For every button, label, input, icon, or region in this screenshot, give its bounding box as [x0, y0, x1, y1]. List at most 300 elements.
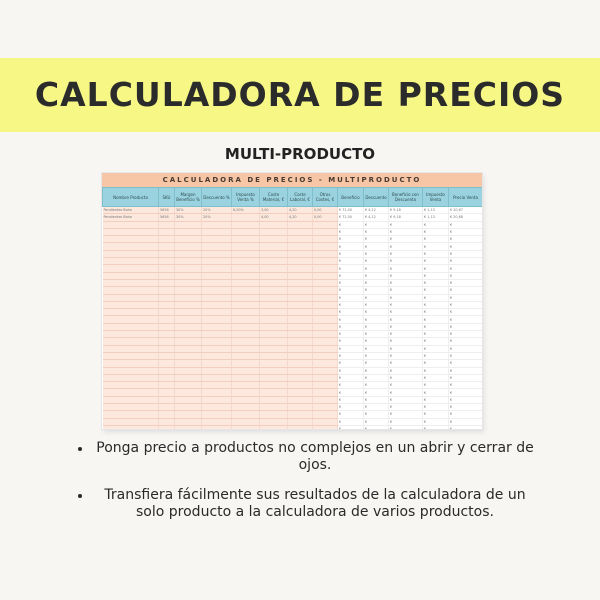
table-cell: € [338, 287, 364, 294]
table-cell [103, 236, 159, 243]
table-cell: € [338, 265, 364, 272]
table-cell [159, 411, 175, 418]
table-cell: € [389, 301, 423, 308]
table-cell: € [338, 411, 364, 418]
table-cell: € [449, 374, 483, 381]
table-cell: € [449, 396, 483, 403]
table-cell: € [449, 338, 483, 345]
table-cell [103, 331, 159, 338]
table-cell [313, 374, 338, 381]
table-cell [175, 404, 202, 411]
table-cell [313, 265, 338, 272]
table-cell [175, 425, 202, 430]
bullet-icon [78, 494, 82, 498]
table-cell: € [364, 338, 389, 345]
table-cell [202, 323, 232, 330]
table-cell [288, 338, 313, 345]
table-cell [202, 309, 232, 316]
table-cell [260, 236, 288, 243]
table-cell [232, 221, 260, 228]
table-cell: € [338, 316, 364, 323]
table-row [103, 389, 483, 396]
table-row [103, 396, 483, 403]
table-cell [232, 243, 260, 250]
page-subtitle: MULTI-PRODUCTO [224, 145, 376, 163]
table-row [103, 404, 483, 411]
table-cell [232, 404, 260, 411]
table-cell [103, 287, 159, 294]
table-cell: € [423, 258, 449, 265]
table-cell [232, 279, 260, 286]
table-cell: € [389, 411, 423, 418]
table-cell [232, 258, 260, 265]
table-cell [260, 294, 288, 301]
table-cell: € [338, 272, 364, 279]
table-cell [313, 309, 338, 316]
feature-text: Transfiera fácilmente sus resultados de la calculadora de un solo producto a la calculadora de varios productos. [104, 487, 526, 520]
table-cell [288, 411, 313, 418]
table-cell: € [364, 228, 389, 235]
table-cell: € [364, 272, 389, 279]
table-cell [175, 352, 202, 359]
column-header: Otros Costes, € [313, 188, 338, 207]
table-cell [288, 404, 313, 411]
table-cell [260, 265, 288, 272]
table-row [103, 411, 483, 418]
table-cell: € [423, 323, 449, 330]
table-cell: € [423, 425, 449, 430]
table-cell: € 4,12 [364, 207, 389, 214]
table-cell: € [389, 258, 423, 265]
table-row [103, 316, 483, 323]
table-cell: € [364, 279, 389, 286]
column-header: Margen Beneficio % [175, 188, 202, 207]
table-cell [159, 279, 175, 286]
table-cell: € [449, 389, 483, 396]
table-cell [202, 418, 232, 425]
table-cell [232, 382, 260, 389]
table-cell [103, 338, 159, 345]
table-cell [288, 389, 313, 396]
table-cell [159, 301, 175, 308]
table-cell: € [389, 382, 423, 389]
table-cell: € [449, 294, 483, 301]
table-cell: € [389, 345, 423, 352]
table-cell [313, 411, 338, 418]
table-cell: € [449, 279, 483, 286]
table-cell: € [449, 316, 483, 323]
table-cell [159, 367, 175, 374]
table-cell [159, 382, 175, 389]
table-cell [260, 425, 288, 430]
table-cell: € [364, 404, 389, 411]
table-cell [313, 331, 338, 338]
table-cell [175, 287, 202, 294]
table-cell [159, 389, 175, 396]
table-cell: € [364, 323, 389, 330]
feature-text: Ponga precio a productos no complejos en un abrir y cerrar de ojos. [96, 440, 534, 473]
table-cell [103, 265, 159, 272]
table-cell [260, 243, 288, 250]
table-cell [159, 258, 175, 265]
table-cell: € 1,13 [423, 214, 449, 221]
table-cell [159, 236, 175, 243]
table-cell [288, 352, 313, 359]
table-cell [232, 389, 260, 396]
table-cell: € [338, 331, 364, 338]
table-cell: € [423, 301, 449, 308]
table-cell [313, 294, 338, 301]
table-cell [202, 236, 232, 243]
table-cell [232, 360, 260, 367]
table-cell: € [364, 345, 389, 352]
title-banner [0, 58, 600, 132]
table-cell [159, 250, 175, 257]
table-cell: € [338, 418, 364, 425]
table-cell: € [389, 265, 423, 272]
table-cell [175, 301, 202, 308]
table-cell [232, 236, 260, 243]
table-cell: € 9,18 [389, 207, 423, 214]
column-header: Descuento [364, 188, 389, 207]
table-cell [313, 418, 338, 425]
table-cell [159, 345, 175, 352]
table-cell [313, 243, 338, 250]
table-cell: € [449, 411, 483, 418]
table-cell [288, 418, 313, 425]
table-cell [313, 221, 338, 228]
table-cell: € [338, 301, 364, 308]
table-cell: € [449, 425, 483, 430]
table-cell [260, 411, 288, 418]
table-cell [232, 331, 260, 338]
table-cell: € [423, 345, 449, 352]
table-cell: € [364, 418, 389, 425]
table-cell [313, 250, 338, 257]
table-cell [159, 243, 175, 250]
table-cell: € [449, 221, 483, 228]
table-cell: € [423, 367, 449, 374]
table-cell [103, 323, 159, 330]
table-cell [175, 331, 202, 338]
table-cell: € [389, 272, 423, 279]
table-row [103, 374, 483, 381]
table-cell [202, 404, 232, 411]
table-cell [175, 360, 202, 367]
table-cell: € [423, 236, 449, 243]
table-cell [159, 323, 175, 330]
table-cell [103, 374, 159, 381]
table-cell [159, 331, 175, 338]
table-cell: € [389, 352, 423, 359]
table-cell: € 20,68 [449, 214, 483, 221]
table-cell [202, 382, 232, 389]
table-cell [260, 396, 288, 403]
table-cell: € [389, 323, 423, 330]
table-cell [175, 265, 202, 272]
table-cell [288, 345, 313, 352]
table-cell: € [423, 294, 449, 301]
table-cell: € [338, 309, 364, 316]
table-cell: € [364, 411, 389, 418]
table-cell: € [449, 243, 483, 250]
table-cell: € [338, 345, 364, 352]
page-title: CALCULADORA DE PRECIOS [34, 75, 566, 114]
table-cell [175, 309, 202, 316]
table-cell [159, 309, 175, 316]
table-cell: € [389, 279, 423, 286]
table-cell: Pendientes Boho [103, 207, 159, 214]
table-row [103, 382, 483, 389]
table-cell: € [338, 243, 364, 250]
table-cell [175, 279, 202, 286]
table-cell: € 72,00 [338, 207, 364, 214]
table-cell: € [364, 265, 389, 272]
table-cell: 4,20 [288, 214, 313, 221]
table-cell [103, 352, 159, 359]
table-cell: € [389, 418, 423, 425]
table-cell [232, 301, 260, 308]
column-header: Precio Venta [449, 188, 483, 207]
table-cell: 4,00 [260, 214, 288, 221]
table-cell: € [423, 265, 449, 272]
table-cell: € [449, 404, 483, 411]
table-cell: € 20,67 [449, 207, 483, 214]
table-cell [175, 250, 202, 257]
table-row [103, 418, 483, 425]
table-cell: 3,00 [260, 207, 288, 214]
table-cell: € [389, 374, 423, 381]
bullet-icon [78, 447, 82, 451]
table-cell [313, 404, 338, 411]
table-cell: € [423, 338, 449, 345]
table-cell: € [364, 221, 389, 228]
table-cell: € [364, 250, 389, 257]
table-cell: € [423, 389, 449, 396]
table-cell [103, 301, 159, 308]
table-cell: 5656 [159, 214, 175, 221]
table-cell [288, 301, 313, 308]
table-cell [232, 411, 260, 418]
table-cell: € [338, 425, 364, 430]
table-cell: € [338, 258, 364, 265]
table-cell: € [389, 228, 423, 235]
table-cell [232, 345, 260, 352]
table-cell [232, 425, 260, 430]
table-cell [202, 258, 232, 265]
table-row [103, 323, 483, 330]
table-cell [103, 221, 159, 228]
table-cell [313, 338, 338, 345]
table-cell: 30% [175, 207, 202, 214]
column-header: Coste Laboral, € [288, 188, 313, 207]
table-cell [202, 228, 232, 235]
table-cell [175, 228, 202, 235]
table-cell [260, 338, 288, 345]
table-cell [313, 367, 338, 374]
table-cell: € [449, 418, 483, 425]
table-row [103, 367, 483, 374]
table-cell [313, 382, 338, 389]
table-cell [175, 258, 202, 265]
table-cell [288, 228, 313, 235]
table-cell: € [338, 279, 364, 286]
table-cell [232, 352, 260, 359]
table-cell [175, 221, 202, 228]
table-cell [202, 345, 232, 352]
table-cell [288, 258, 313, 265]
table-cell [260, 221, 288, 228]
table-cell [103, 418, 159, 425]
table-cell: € [449, 382, 483, 389]
table-cell [175, 243, 202, 250]
table-cell: € [364, 360, 389, 367]
table-cell [313, 228, 338, 235]
table-cell [175, 418, 202, 425]
table-cell [202, 272, 232, 279]
table-cell: € [423, 418, 449, 425]
table-cell [260, 389, 288, 396]
table-cell [175, 272, 202, 279]
table-cell: 20% [202, 207, 232, 214]
table-cell [103, 243, 159, 250]
table-cell [175, 396, 202, 403]
table-cell [103, 389, 159, 396]
table-cell [103, 258, 159, 265]
sheet-title: CALCULADORA DE PRECIOS - MULTIPRODUCTO [102, 173, 482, 187]
table-cell: € [423, 279, 449, 286]
table-cell [103, 316, 159, 323]
table-cell [232, 418, 260, 425]
table-cell [232, 250, 260, 257]
table-cell: Pendientes Boho [103, 214, 159, 221]
table-cell: € [364, 382, 389, 389]
table-row [103, 345, 483, 352]
table-cell: € [364, 236, 389, 243]
table-cell: € [338, 228, 364, 235]
column-header: Coste Material, € [260, 188, 288, 207]
table-cell: € 72,00 [338, 214, 364, 221]
table-cell [260, 352, 288, 359]
column-header: Impuesto Venta % [232, 188, 260, 207]
table-cell [288, 382, 313, 389]
table-cell [232, 228, 260, 235]
table-cell [175, 367, 202, 374]
table-cell [260, 345, 288, 352]
table-cell [175, 323, 202, 330]
table-cell: € 4,12 [364, 214, 389, 221]
table-cell [313, 279, 338, 286]
table-cell [288, 309, 313, 316]
table-cell [159, 418, 175, 425]
table-cell [313, 272, 338, 279]
table-cell [288, 294, 313, 301]
pricing-table [102, 187, 483, 430]
table-cell [288, 250, 313, 257]
table-header-row [103, 188, 483, 207]
table-cell [159, 316, 175, 323]
table-cell: € [449, 360, 483, 367]
table-cell: € [338, 352, 364, 359]
table-row [103, 338, 483, 345]
table-cell [288, 265, 313, 272]
table-cell: € [364, 367, 389, 374]
table-cell [159, 404, 175, 411]
table-cell [232, 214, 260, 221]
table-cell [313, 287, 338, 294]
table-cell [260, 323, 288, 330]
table-row [103, 279, 483, 286]
table-row [103, 250, 483, 257]
table-cell [103, 294, 159, 301]
table-cell: € [449, 352, 483, 359]
table-cell [232, 374, 260, 381]
table-cell [175, 345, 202, 352]
table-cell [202, 316, 232, 323]
table-cell [260, 418, 288, 425]
table-cell: € [423, 360, 449, 367]
table-cell [288, 331, 313, 338]
table-cell: € [364, 301, 389, 308]
table-cell [159, 287, 175, 294]
table-cell: 30% [175, 214, 202, 221]
table-cell [313, 352, 338, 359]
table-cell: € [423, 396, 449, 403]
table-cell [232, 316, 260, 323]
table-cell [313, 396, 338, 403]
table-cell [288, 374, 313, 381]
table-cell [288, 316, 313, 323]
table-cell: € [449, 287, 483, 294]
table-cell: € [364, 309, 389, 316]
table-cell: € [338, 221, 364, 228]
table-cell: 0,00 [313, 207, 338, 214]
table-cell [232, 309, 260, 316]
table-cell [260, 279, 288, 286]
table-cell [313, 360, 338, 367]
table-cell [260, 374, 288, 381]
table-cell: € [364, 331, 389, 338]
table-cell: € [423, 411, 449, 418]
table-cell: € [389, 367, 423, 374]
table-row [103, 221, 483, 228]
table-cell: € [389, 404, 423, 411]
table-cell: € [338, 236, 364, 243]
table-cell [175, 382, 202, 389]
table-row [103, 287, 483, 294]
table-cell: € [449, 301, 483, 308]
table-cell: € [423, 309, 449, 316]
table-row [103, 236, 483, 243]
table-row [103, 207, 483, 214]
table-cell [175, 374, 202, 381]
table-cell [202, 250, 232, 257]
table-cell: € [364, 243, 389, 250]
table-cell [232, 294, 260, 301]
table-cell: € [338, 367, 364, 374]
table-cell [202, 352, 232, 359]
table-cell [260, 272, 288, 279]
table-cell [103, 250, 159, 257]
table-cell: € [389, 221, 423, 228]
table-cell [260, 228, 288, 235]
table-cell: € [423, 316, 449, 323]
table-cell [260, 250, 288, 257]
table-cell [260, 316, 288, 323]
table-cell [260, 301, 288, 308]
table-row [103, 352, 483, 359]
table-cell: € [423, 331, 449, 338]
